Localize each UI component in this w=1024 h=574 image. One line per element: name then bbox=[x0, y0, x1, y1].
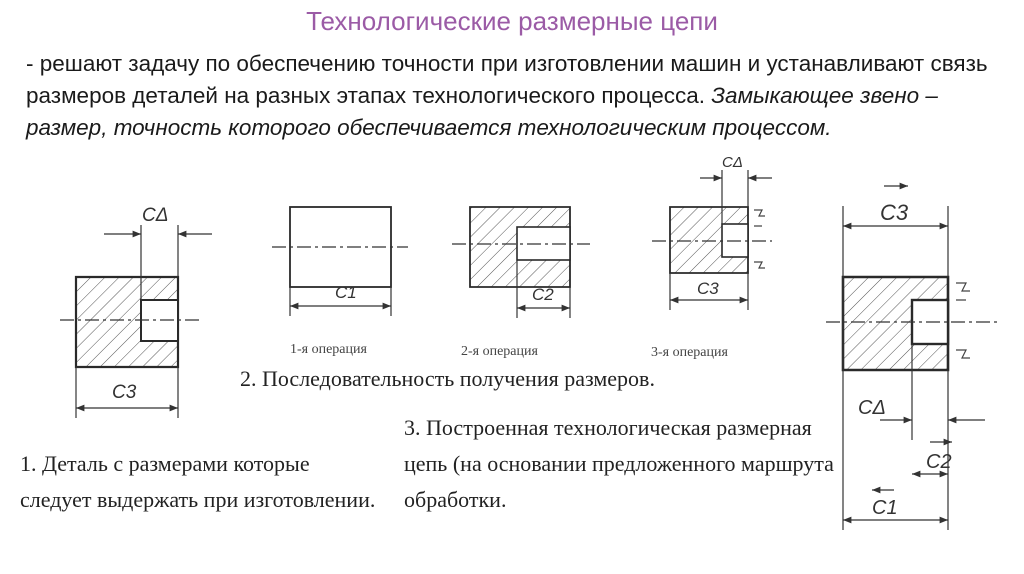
label-c3-chain: C3 bbox=[880, 200, 909, 225]
label-c2-op2: C2 bbox=[532, 285, 554, 304]
label-c-delta-op3: CΔ bbox=[722, 154, 743, 171]
label-c3-op3: C3 bbox=[697, 279, 719, 298]
caption-part: 1. Деталь с размерами которые следует выдержать при изготовлении. bbox=[20, 451, 376, 512]
label-c-delta-part: CΔ bbox=[142, 205, 169, 226]
label-c-delta-chain: CΔ bbox=[858, 397, 886, 419]
operation-2-caption: 2-я операция bbox=[461, 344, 538, 359]
chain-drawing bbox=[826, 186, 1000, 530]
operation-2-drawing bbox=[452, 207, 590, 318]
operation-1-caption: 1-я операция bbox=[290, 342, 367, 357]
intro-plain: - решают задачу по обеспечению точности при изготовлении машин и устанавливают связь размеров деталей на разных этапах технологического процесса. bbox=[26, 51, 988, 108]
label-c1-chain: C1 bbox=[872, 497, 898, 519]
label-c1-op1: C1 bbox=[335, 283, 357, 302]
page-title: Технологические размерные цепи bbox=[306, 6, 718, 36]
operation-3-caption: 3-я операция bbox=[651, 345, 728, 360]
label-c3-part: C3 bbox=[112, 382, 137, 403]
caption-sequence: 2. Последовательность получения размеров. bbox=[240, 366, 655, 391]
caption-chain: 3. Построенная технологическая размерная цепь (на основании предложенного маршрута обработки. bbox=[404, 415, 834, 512]
intro-italic: Замыкающее звено – размер, точность которого обеспечивается технологическим процессом. bbox=[26, 83, 938, 140]
label-c2-chain: C2 bbox=[926, 451, 952, 473]
